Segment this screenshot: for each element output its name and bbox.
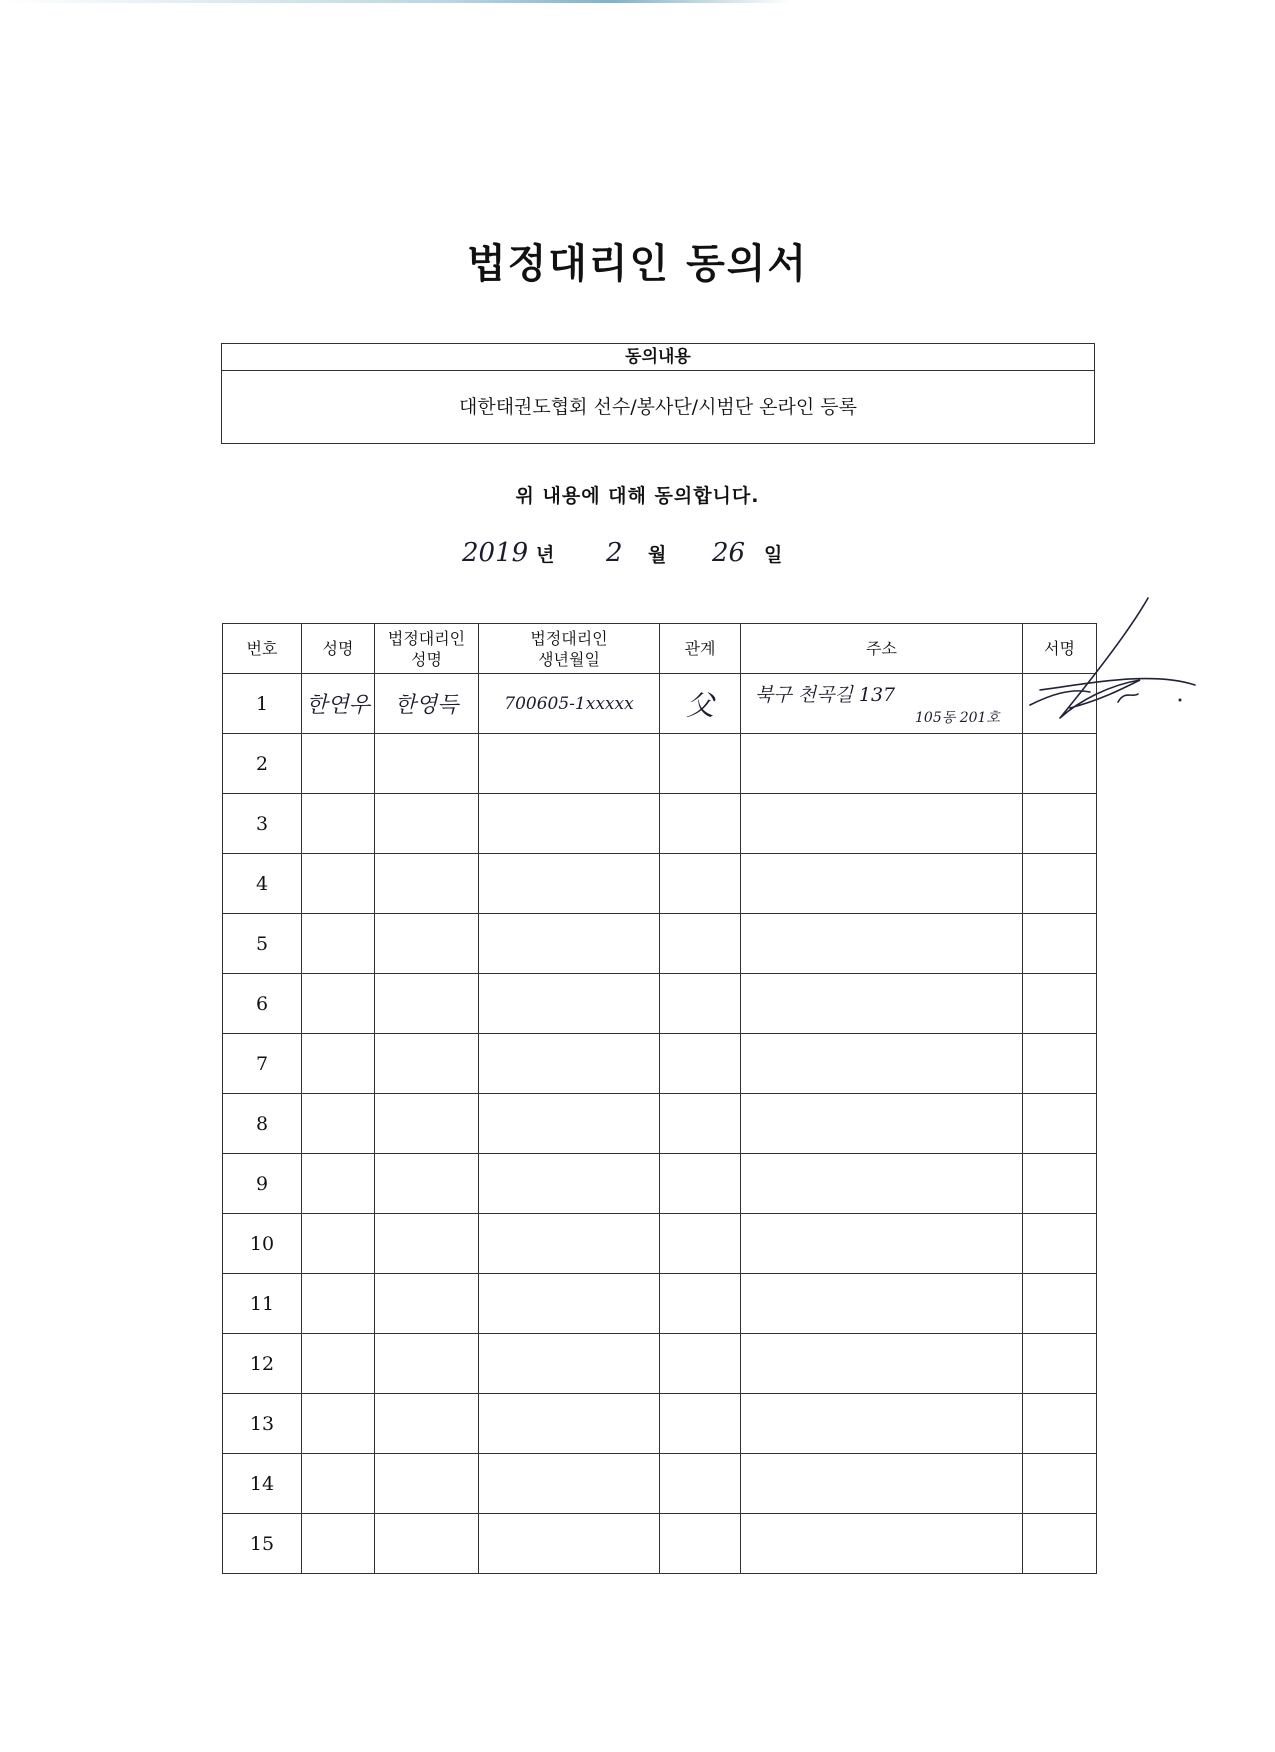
date-year-handwritten: 2019: [462, 538, 529, 568]
row-relation: [660, 794, 741, 854]
table-row: [223, 1214, 1097, 1274]
address-line1-handwritten: 북구 천곡길 137: [755, 684, 896, 706]
row-guardian-name: [375, 1274, 479, 1334]
header-guardian-birth-line1: 법정대리인: [530, 628, 608, 648]
row-guardian-name: [375, 1514, 479, 1574]
row-guardian-birth: [479, 1514, 660, 1574]
table-row: [223, 1274, 1097, 1334]
row-signature: [1023, 1394, 1097, 1454]
row-signature: [1023, 1094, 1097, 1154]
header-guardian-name-line2: 성명: [411, 649, 442, 669]
table-row: [223, 674, 1097, 734]
row-signature: [1023, 1214, 1097, 1274]
table-row: [223, 734, 1097, 794]
row-name: [302, 1334, 375, 1394]
row-guardian-name: [375, 794, 479, 854]
row-name: [302, 1274, 375, 1334]
row-relation: [660, 674, 741, 734]
row-signature: [1023, 914, 1097, 974]
row-name: [302, 1094, 375, 1154]
row-relation: [660, 734, 741, 794]
row-address: [741, 1214, 1023, 1274]
row-address: [741, 1094, 1023, 1154]
row-signature: [1023, 1334, 1097, 1394]
row-signature: [1023, 734, 1097, 794]
row-relation: [660, 854, 741, 914]
row-address: [741, 674, 1023, 734]
header-guardian-birth: [479, 624, 660, 674]
scan-edge: [0, 0, 1275, 3]
row-guardian-birth: [479, 1214, 660, 1274]
row-guardian-name: [375, 974, 479, 1034]
table-row: [223, 854, 1097, 914]
row-address: [741, 1274, 1023, 1334]
row-signature: [1023, 1514, 1097, 1574]
row-number: 3: [223, 794, 302, 854]
table-row: [223, 1394, 1097, 1454]
row-relation: [660, 974, 741, 1034]
row-signature: [1023, 1154, 1097, 1214]
table-row: [223, 1334, 1097, 1394]
consent-header: 동의내용: [222, 344, 1094, 371]
row-name: [302, 1454, 375, 1514]
signature-scribble: [1000, 590, 1200, 740]
guardian-name-handwritten: 한영득: [394, 693, 459, 718]
table-row: [223, 914, 1097, 974]
row-signature: [1023, 1454, 1097, 1514]
row-guardian-birth: [479, 794, 660, 854]
row-guardian-name: [375, 1214, 479, 1274]
row-guardian-birth: [479, 1274, 660, 1334]
row-relation: [660, 1514, 741, 1574]
agreement-statement: 위 내용에 대해 동의합니다.: [515, 485, 760, 507]
row-address: [741, 1154, 1023, 1214]
row-name: [302, 734, 375, 794]
row-name: [302, 1154, 375, 1214]
row-name: [302, 794, 375, 854]
row-address: [741, 1454, 1023, 1514]
row-signature: [1023, 794, 1097, 854]
row-name: [302, 674, 375, 734]
row-number: 7: [223, 1034, 302, 1094]
row-name: [302, 974, 375, 1034]
row-address: [741, 794, 1023, 854]
row-number: 12: [223, 1334, 302, 1394]
row-number: 5: [223, 914, 302, 974]
row-guardian-birth: [479, 1034, 660, 1094]
date-year-label: 년: [536, 544, 555, 566]
table-row: [223, 1034, 1097, 1094]
table-row: [223, 794, 1097, 854]
row-guardian-birth: [479, 854, 660, 914]
row-guardian-birth: [479, 674, 660, 734]
header-guardian-name-line1: 법정대리인: [387, 628, 466, 648]
row-address: [741, 854, 1023, 914]
date-day-label: 일: [764, 544, 783, 566]
row-relation: [660, 1334, 741, 1394]
table-row: [223, 1094, 1097, 1154]
row-guardian-name: [375, 1094, 479, 1154]
row-guardian-birth: [479, 974, 660, 1034]
row-guardian-name: [375, 734, 479, 794]
row-name: [302, 1214, 375, 1274]
row-guardian-name: [375, 1334, 479, 1394]
row-guardian-name: [375, 914, 479, 974]
table-row: [223, 1154, 1097, 1214]
header-name: 성명: [302, 624, 375, 674]
row-number: 6: [223, 974, 302, 1034]
header-address: 주소: [741, 624, 1023, 674]
row-guardian-birth: [479, 1334, 660, 1394]
guardian-table: [222, 623, 1097, 1574]
row-address: [741, 914, 1023, 974]
row-guardian-name: [375, 1034, 479, 1094]
consent-content: 대한태권도협회 선수/봉사단/시범단 온라인 등록: [458, 396, 857, 418]
name-handwritten: 한연우: [306, 693, 370, 718]
row-number: 10: [223, 1214, 302, 1274]
row-address: [741, 1034, 1023, 1094]
row-guardian-birth: [479, 1454, 660, 1514]
row-guardian-birth: [479, 914, 660, 974]
row-guardian-birth: [479, 1154, 660, 1214]
header-guardian-name: [375, 624, 479, 674]
row-name: [302, 914, 375, 974]
row-name: [302, 1034, 375, 1094]
row-guardian-name: [375, 1394, 479, 1454]
row-guardian-name: [375, 1454, 479, 1514]
row-relation: [660, 1274, 741, 1334]
row-guardian-birth: [479, 1094, 660, 1154]
row-guardian-birth: [479, 1394, 660, 1454]
row-guardian-name: [375, 854, 479, 914]
date-month-handwritten: 2: [606, 538, 623, 568]
guardian-birth-handwritten: 700605-1xxxxx: [504, 693, 634, 714]
table-row: [223, 974, 1097, 1034]
row-relation: [660, 1154, 741, 1214]
consent-box: [221, 343, 1095, 444]
address-line2-handwritten: 105동 201호: [915, 710, 1000, 726]
row-name: [302, 854, 375, 914]
header-signature: 서명: [1023, 624, 1097, 674]
date-month-label: 월: [648, 544, 667, 566]
row-number: 14: [223, 1454, 302, 1514]
row-address: [741, 1334, 1023, 1394]
row-number: 9: [223, 1154, 302, 1214]
row-name: [302, 1394, 375, 1454]
document-title: 법정대리인 동의서: [466, 241, 809, 287]
row-number: 15: [223, 1514, 302, 1574]
row-relation: [660, 1454, 741, 1514]
row-number: 2: [223, 734, 302, 794]
row-relation: [660, 914, 741, 974]
row-signature: [1023, 974, 1097, 1034]
header-guardian-birth-line2: 생년월일: [538, 649, 600, 669]
row-signature: [1023, 1034, 1097, 1094]
table-row: [223, 1514, 1097, 1574]
table-header-row: [223, 624, 1097, 674]
row-number: 8: [223, 1094, 302, 1154]
table-row: [223, 1454, 1097, 1514]
relation-handwritten: 父: [685, 688, 714, 722]
row-guardian-name: [375, 1154, 479, 1214]
row-relation: [660, 1094, 741, 1154]
row-number: 13: [223, 1394, 302, 1454]
row-relation: [660, 1034, 741, 1094]
date-day-handwritten: 26: [712, 538, 746, 568]
header-number: 번호: [223, 624, 302, 674]
row-guardian-name: [375, 674, 479, 734]
row-signature: [1023, 854, 1097, 914]
row-number: 1: [223, 674, 302, 734]
row-relation: [660, 1394, 741, 1454]
row-address: [741, 1394, 1023, 1454]
row-number: 4: [223, 854, 302, 914]
row-address: [741, 734, 1023, 794]
header-relation: 관계: [660, 624, 741, 674]
row-name: [302, 1514, 375, 1574]
row-signature: [1023, 1274, 1097, 1334]
row-relation: [660, 1214, 741, 1274]
row-number: 11: [223, 1274, 302, 1334]
row-address: [741, 1514, 1023, 1574]
row-address: [741, 974, 1023, 1034]
row-guardian-birth: [479, 734, 660, 794]
